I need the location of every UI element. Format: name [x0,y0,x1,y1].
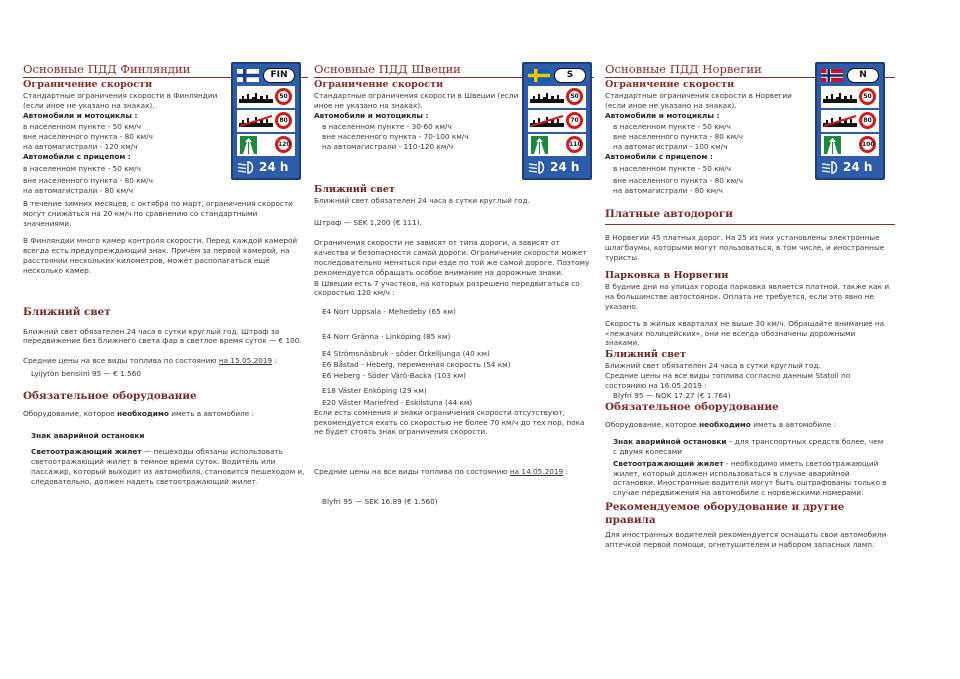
sweden-fuel-date: на 14.05.2019 [509,467,564,477]
sweden-lights-text: Ближний свет обязателен 24 часа в сутки круглый год. [314,195,530,205]
norway-low-beam-label: 24 h [843,160,873,174]
norway-recommended-text: Для иностранных водителей рекомендуется оснащать свои автомобили аптечкой первой помощи, огнетушителем и набором запасных ламп. [605,529,887,549]
norway-vest-text: - необходимо иметь светоотражающий жилет, который должен использоваться в случае аварийной остановки. Иностранные водители могут быть оштрафованы только в случае передвижения на автомобиле с норвежскими номерами. [613,458,887,498]
sweden-fuel-suffix: : [563,467,568,477]
finland-winter-note: В течение зимних месяцев, с октября по март, ограничения скорости могут снижаться на 20 км/ч по сравнению со стандартными значениями. [23,198,293,228]
norway-rural-speed: 80 [859,112,876,129]
sweden-section: E6 Heberg - Söder Värö-Backa (103 км) [322,371,466,381]
sweden-fuel-line [314,467,594,477]
finland-vest [23,447,306,486]
sweden-cars-highway: на автомагистрали - 110-120 км/ч [322,141,454,151]
sweden-section: E18 Väster Enköping (29 км) [322,386,427,396]
finland-triangle: Знак аварийной остановки [31,430,145,440]
city-skyline-icon [823,91,857,103]
norway-vest-bold: Светоотражающий жилет [613,458,724,468]
finland-fuel-prefix: Средние цены на все виды топлива по состоянию [23,356,219,366]
city-skyline-icon [239,91,273,103]
finland-low-beam-label: 24 h [259,160,289,174]
norway-fuel-text: Средние цены на все виды топлива согласно данным Statoil по состоянию на 16.05.2019 : [605,370,851,390]
norway-fuel-price: Blyfri 95 — NOK 17.27 (€ 1.764) [613,390,731,400]
sweden-section: E4 Strömsnäsbruk - söder Örkelljunga (40 км) [322,348,490,358]
finland-trailer-heading: Автомобили с прицепом : [23,151,131,161]
finland-city-speed: 50 [275,88,292,105]
city-end-icon [823,115,857,127]
finland-speed-heading: Ограничение скорости [23,79,153,90]
finland-rural-speed: 80 [275,112,292,129]
finland-fuel-date: на 15.05.2019 [218,356,273,366]
finland-camera-note: В Финляндии много камер контроля скорости. Перед каждой камерой всегда есть предупреждающий знак. Причём за первой камерой, на расстоянии нескольких километров, может располагаться ещё несколько камер. [23,236,298,275]
norway-speed-sign [815,62,885,180]
low-beam-icon [821,161,841,174]
low-beam-icon [528,161,548,174]
sweden-country-code: S [554,68,586,83]
finland-equipment-heading: Обязательное оборудование [23,389,197,402]
finland-equipment-suffix: иметь в автомобиле : [168,408,255,418]
norway-city-speed: 50 [859,88,876,105]
finland-cars-heading: Автомобили и мотоциклы : [23,110,138,120]
norway-parking-text: В будние дни на улицах города парковка является платной, также как и на большинстве автостоянок. Оплата не требуется, если это явно не указано. [605,282,890,311]
finland-cars-rural: вне населенного пункта - 80 км/ч [23,132,153,142]
finland-speed-intro: Стандартные ограничения скорости в Финляндии (если иное не указано на знаках). [23,91,218,110]
city-end-icon [239,115,273,127]
norway-highway-speed: 100 [859,136,876,153]
sweden-flag-icon [528,69,550,82]
sweden-cars-rural: вне населенного пункта - 70-100 км/ч [322,132,469,142]
highway-icon [240,136,257,154]
finland-fuel-line [23,356,308,366]
sweden-doubt-note: Если есть сомнения и знаки ограничения скорости отсутствуют, рекомендуется ехать со скоростью не более 70 км/ч до тех пор, пока не будет стоять знак ограничения скорости. [314,407,585,437]
norway-lights-heading: Ближний свет [605,349,686,361]
sweden-fine: Штраф — SEK 1,200 (€ 111). [314,217,422,227]
norway-trailer-heading: Автомобили с прицепом : [605,151,713,161]
finland-lights-heading: Ближний свет [23,305,111,318]
norway-recommended-heading: Рекомендуемое оборудование и другие правила [605,500,845,526]
finland-speed-sign [231,62,301,180]
sweden-fuel-price: Blyfri 95 — SEK 16.89 (€ 1.560) [322,496,438,506]
sweden-rural-speed: 70 [566,112,583,129]
norway-triangle [605,437,888,457]
low-beam-icon [237,161,257,174]
city-skyline-icon [530,91,564,103]
finland-highway-speed: 120 [275,136,292,153]
norway-triangle-text: – для транспортных средств более, чем с двумя колесами [613,437,884,456]
norway-vest [605,459,888,498]
sweden-section: E4 Norr Uppsala - Mehedeby (65 км) [322,307,456,317]
norway-flag-icon [821,69,843,82]
norway-cars-city: в населенном пункте - 50 км/ч [613,122,731,132]
finland-vest-text: — пешеходы обязаны использовать светоотражающий жилет в темное время суток. Водитель или пассажир, который выходит из автомобиля, становится пешеходом и, следовательно, должен надеть светоотражающий жилет. [31,447,305,486]
norway-cars-highway: на автомагистрали - 100 км/ч [613,141,728,151]
sweden-cars-city: в населенном пункте - 30-60 км/ч [322,122,452,132]
sweden-highway-speed: 110 [566,136,583,153]
finland-country-code: FIN [263,68,295,83]
norway-title: Основные ПДД Норвегии [605,62,895,78]
norway-cars-heading: Автомобили и мотоциклы : [605,110,720,120]
norway-equipment-bold: необходимо [699,420,751,430]
sweden-section: E4 Norr Gränna - Linköping (85 км) [322,331,451,341]
norway-equipment-suffix: иметь в автомобиле : [750,420,837,430]
finland-equipment-prefix: Оборудование, которое [23,408,118,418]
norway-trailer-rural: вне населенного пункта - 80 км/ч [613,176,743,186]
norway-cars-rural: вне населенного пункта - 80 км/ч [613,132,743,142]
norway-trailer-city: в населенном пункте - 50 км/ч [613,163,731,173]
finland-equipment-line [23,409,308,419]
sweden-city-speed: 50 [566,88,583,105]
sweden-section: E20 Väster Mariefred - Eskilstuna (44 км) [322,397,473,407]
norway-country-code: N [847,68,879,83]
sweden-title: Основные ПДД Швеции [314,62,594,78]
city-end-icon [530,115,564,127]
finland-lights-text: Ближний свет обязателен 24 часа в сутки круглый год. Штраф за передвижение без ближнего света фар в светлое время суток — € 100. [23,326,302,346]
finland-flag-icon [237,69,259,82]
norway-parking-heading: Парковка в Норвегии [605,270,729,282]
finland-cars-city: в населенном пункте - 50 км/ч [23,122,141,132]
norway-equipment-line [605,420,895,430]
norway-toll-heading: Платные автодороги [605,208,895,225]
norway-speed-heading: Ограничение скорости [605,79,735,90]
sweden-speed-sign [522,62,592,180]
norway-triangle-bold: Знак аварийной остановки [613,437,727,447]
norway-equipment-prefix: Оборудование, которое [605,420,700,430]
norway-toll-text: В Норвегии 45 платных дорог. На 25 из них установлены электронные шлагбаумы, которыми могут пользоваться, в том числе, и иностранные туристы. [605,232,885,262]
finland-vest-bold: Светоотражающий жилет [31,447,142,457]
finland-cars-highway: на автомагистрали - 120 км/ч [23,141,138,151]
highway-icon [531,136,548,154]
finland-trailer-highway: на автомагистрали - 80 км/ч [23,186,133,196]
norway-equipment-heading: Обязательное оборудование [605,401,779,414]
finland-equipment-bold: необходимо [117,408,169,418]
finland-fuel-suffix: : [272,356,277,366]
sweden-speed-heading: Ограничение скорости [314,79,444,90]
norway-trailer-highway: на автомагистрали - 80 км/ч [613,186,723,196]
highway-icon [824,136,841,154]
sweden-cars-heading: Автомобили и мотоциклы : [314,110,429,120]
sweden-fuel-prefix: Средние цены на все виды топлива по состоянию [314,467,510,477]
sweden-lights-heading: Ближний свет [314,183,395,195]
sweden-low-beam-label: 24 h [550,160,580,174]
finland-title: Основные ПДД Финляндии [23,62,308,78]
norway-residential-text: Скорость в жилых кварталах не выше 30 км/ч. Обращайте внимание на «лежачих полицейских», они не всегда обозначены дорожными знаками. [605,318,885,348]
norway-lights-text: Ближний свет обязателен 24 часа в сутки круглый год. [605,361,821,371]
sweden-road-note: Ограничения скорости не зависят от типа дороги, а зависят от качества и безопасности самой дороги. Ограничение скорости может последовательно меняться при езде по той же самой дороге. Поэтому рекомендуется обращать особое внимание на дорожные знаки. [314,238,590,277]
finland-fuel-price: Lyijytön bensiini 95 — € 1.560 [31,368,142,378]
sweden-sections-intro: В Швеции есть 7 участков, на которых разрешено передвигаться со скоростью 120 км/ч : [314,278,580,298]
norway-speed-intro: Стандартные ограничения скорости в Норвегии (если иное не указано на знаках). [605,91,792,110]
sweden-speed-intro: Стандартные ограничения скорости в Швеции (если иное не указано на знаках). [314,91,519,110]
finland-trailer-city: в населенном пункте - 50 км/ч [23,163,141,173]
finland-trailer-rural: вне населенного пункта - 80 км/ч [23,176,153,186]
sweden-section: E6 Båstad - Heberg, переменная скорость (54 км) [322,359,511,369]
